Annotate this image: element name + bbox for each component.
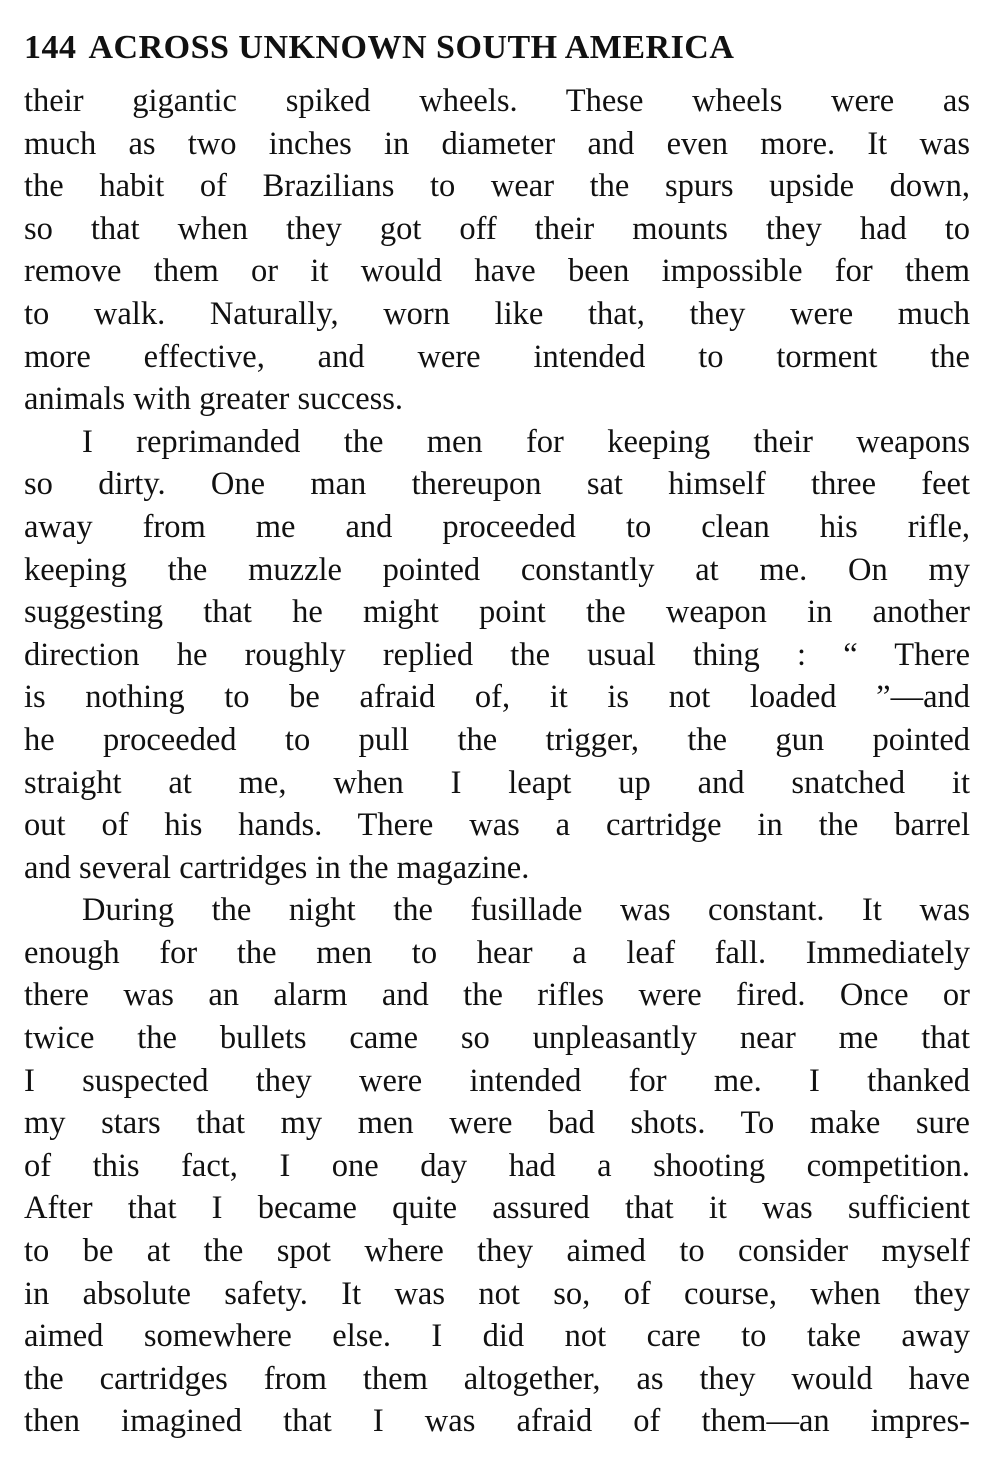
text-line: and several cartridges in the magazine. (24, 849, 530, 886)
text-line: During the night the fusillade was constant. It was (82, 892, 970, 929)
text-line: suggesting that he might point the weapon in another (24, 594, 970, 631)
text-line: straight at me, when I leapt up and snatched it (24, 764, 970, 801)
text-line: to walk. Naturally, worn like that, they were much (24, 295, 970, 332)
text-line: then imagined that I was afraid of them—an impres- (24, 1403, 970, 1440)
text-line: much as two inches in diameter and even more. It was (24, 125, 970, 162)
text-line: the cartridges from them altogether, as they would have (24, 1360, 970, 1397)
text-line: I suspected they were intended for me. I thanked (24, 1062, 970, 1099)
text-line: is nothing to be afraid of, it is not loaded ”—and (24, 679, 970, 716)
text-line: he proceeded to pull the trigger, the gun pointed (24, 721, 970, 758)
paragraph (24, 421, 970, 890)
text-line: there was an alarm and the rifles were fired. Once or (24, 977, 970, 1014)
text-line: so that when they got off their mounts they had to (24, 210, 970, 247)
text-line: the habit of Brazilians to wear the spurs upside down, (24, 168, 970, 205)
text-line: more effective, and were intended to torment the (24, 338, 970, 375)
body-text (24, 80, 970, 1443)
text-line: I reprimanded the men for keeping their weapons (82, 423, 970, 460)
book-page (24, 26, 970, 1443)
text-line: away from me and proceeded to clean his rifle, (24, 508, 970, 545)
text-line: keeping the muzzle pointed constantly at me. On my (24, 551, 970, 588)
text-line: remove them or it would have been impossible for them (24, 253, 970, 290)
text-line: aimed somewhere else. I did not care to take away (24, 1318, 970, 1355)
page-number: 144 (24, 29, 77, 66)
running-head (24, 26, 970, 70)
text-line: in absolute safety. It was not so, of course, when they (24, 1275, 970, 1312)
text-line: of this fact, I one day had a shooting competition. (24, 1147, 970, 1184)
text-line: enough for the men to hear a leaf fall. Immediately (24, 934, 970, 971)
text-line: their gigantic spiked wheels. These wheels were as (24, 83, 970, 119)
text-line: to be at the spot where they aimed to consider myself (24, 1233, 970, 1270)
text-line: my stars that my men were bad shots. To make sure (24, 1105, 970, 1142)
text-line: After that I became quite assured that it was sufficient (24, 1190, 970, 1227)
text-line: twice the bullets came so unpleasantly near me that (24, 1020, 970, 1057)
paragraph (24, 80, 970, 421)
book-title: ACROSS UNKNOWN SOUTH AMERICA (88, 29, 735, 66)
paragraph (24, 889, 970, 1443)
text-line: direction he roughly replied the usual thing : “ There (24, 636, 970, 673)
text-line: out of his hands. There was a cartridge in the barrel (24, 807, 970, 844)
text-line: animals with greater success. (24, 381, 404, 418)
text-line: so dirty. One man thereupon sat himself three feet (24, 466, 970, 503)
